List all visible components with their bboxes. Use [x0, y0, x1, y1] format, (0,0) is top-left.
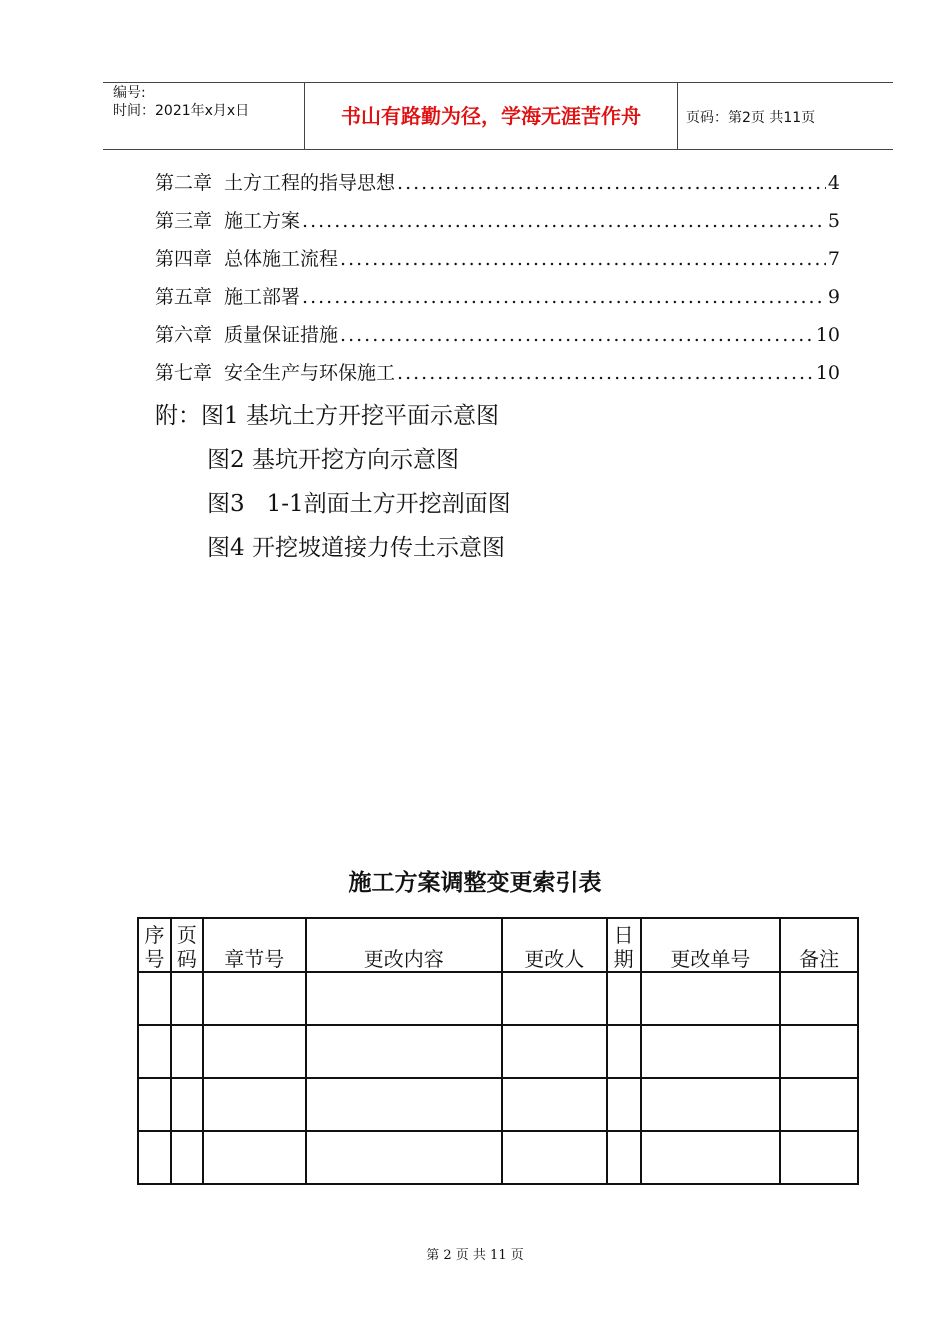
table-cell[interactable] — [641, 1078, 781, 1131]
table-row — [138, 1025, 858, 1078]
toc-chapter-title: 总体施工流程 — [224, 248, 339, 270]
appendix-figure-title: 图3 1-1剖面土方开挖剖面图 — [207, 491, 511, 517]
table-cell[interactable] — [171, 972, 203, 1025]
toc-chapter-number: 第五章 — [155, 286, 213, 308]
table-cell[interactable] — [306, 1025, 502, 1078]
toc-leader-dots — [302, 210, 826, 232]
toc-chapter-title: 安全生产与环保施工 — [224, 362, 396, 384]
toc-entry[interactable] — [155, 320, 840, 358]
header-time-label: 时间：2021年x月x日 — [113, 103, 250, 119]
toc-entry[interactable] — [155, 244, 840, 282]
table-cell[interactable] — [607, 1025, 641, 1078]
toc-chapter-number: 第二章 — [155, 172, 213, 194]
toc-chapter-number: 第四章 — [155, 248, 213, 270]
toc-page-number: 9 — [827, 286, 840, 308]
table-of-contents — [155, 168, 840, 396]
column-header: 日期 — [607, 918, 641, 972]
table-cell[interactable] — [203, 1025, 306, 1078]
toc-chapter-title: 土方工程的指导思想 — [224, 172, 396, 194]
table-cell[interactable] — [138, 972, 171, 1025]
appendix-figure-item[interactable] — [155, 398, 511, 442]
table-cell[interactable] — [203, 1078, 306, 1131]
toc-chapter-number: 第七章 — [155, 362, 213, 384]
toc-chapter-title: 施工方案 — [224, 210, 301, 232]
column-header: 更改内容 — [306, 918, 502, 972]
toc-entry[interactable] — [155, 358, 840, 396]
table-row — [138, 1131, 858, 1184]
table-cell[interactable] — [171, 1131, 203, 1184]
appendix-figure-title: 图4 开挖坡道接力传土示意图 — [207, 535, 505, 561]
table-cell[interactable] — [502, 972, 607, 1025]
toc-leader-dots — [302, 286, 826, 308]
appendix-figure-list — [155, 398, 511, 574]
table-cell[interactable] — [607, 1131, 641, 1184]
table-cell[interactable] — [502, 1078, 607, 1131]
appendix-figure-title: 图2 基坑开挖方向示意图 — [207, 447, 459, 473]
table-cell[interactable] — [780, 972, 858, 1025]
appendix-figure-item[interactable] — [155, 530, 511, 574]
index-table-title: 施工方案调整变更索引表 — [348, 869, 602, 896]
appendix-figure-item[interactable] — [155, 442, 511, 486]
table-cell[interactable] — [138, 1131, 171, 1184]
toc-chapter-number: 第三章 — [155, 210, 213, 232]
column-header: 页码 — [171, 918, 203, 972]
toc-page-number: 7 — [827, 248, 840, 270]
table-cell[interactable] — [171, 1078, 203, 1131]
header-bottom-rule — [103, 149, 893, 150]
table-cell[interactable] — [641, 972, 781, 1025]
toc-entry[interactable] — [155, 206, 840, 244]
toc-page-number: 5 — [827, 210, 840, 232]
toc-leader-dots — [397, 362, 814, 384]
table-cell[interactable] — [171, 1025, 203, 1078]
toc-entry[interactable] — [155, 168, 840, 206]
table-cell[interactable] — [502, 1025, 607, 1078]
table-cell[interactable] — [780, 1131, 858, 1184]
column-header: 更改单号 — [641, 918, 781, 972]
table-cell[interactable] — [306, 972, 502, 1025]
table-cell[interactable] — [641, 1025, 781, 1078]
header-motto: 书山有路勤为径，学海无涯苦作舟 — [341, 104, 641, 128]
toc-page-number: 4 — [827, 172, 840, 194]
toc-chapter-number: 第六章 — [155, 324, 213, 346]
table-cell[interactable] — [138, 1025, 171, 1078]
toc-leader-dots — [340, 324, 814, 346]
table-cell[interactable] — [641, 1131, 781, 1184]
column-header: 备注 — [780, 918, 858, 972]
header-divider — [677, 82, 678, 150]
header-meta — [113, 84, 249, 120]
change-index-table — [137, 917, 859, 1185]
table-cell[interactable] — [780, 1078, 858, 1131]
table-cell[interactable] — [306, 1131, 502, 1184]
table-cell[interactable] — [502, 1131, 607, 1184]
table-row — [138, 1078, 858, 1131]
page-footer: 第 2 页 共 11 页 — [426, 1248, 524, 1263]
table-cell[interactable] — [607, 972, 641, 1025]
toc-chapter-title: 施工部署 — [224, 286, 301, 308]
table-cell[interactable] — [203, 972, 306, 1025]
table-cell[interactable] — [780, 1025, 858, 1078]
column-header: 序号 — [138, 918, 171, 972]
appendix-prefix: 附： — [155, 403, 201, 429]
table-cell[interactable] — [607, 1078, 641, 1131]
toc-leader-dots — [397, 172, 826, 194]
appendix-figure-title: 图1 基坑土方开挖平面示意图 — [201, 403, 499, 429]
table-cell[interactable] — [138, 1078, 171, 1131]
table-cell[interactable] — [306, 1078, 502, 1131]
table-cell[interactable] — [203, 1131, 306, 1184]
column-header: 章节号 — [203, 918, 306, 972]
toc-chapter-title: 质量保证措施 — [224, 324, 339, 346]
column-header: 更改人 — [502, 918, 607, 972]
header-top-rule — [103, 82, 893, 83]
header-code-label: 编号: — [113, 85, 146, 101]
toc-leader-dots — [340, 248, 826, 270]
appendix-figure-item[interactable] — [155, 486, 511, 530]
toc-page-number: 10 — [815, 362, 840, 384]
table-row — [138, 972, 858, 1025]
toc-entry[interactable] — [155, 282, 840, 320]
header-page-label: 页码：第2页 共11页 — [686, 110, 816, 126]
toc-page-number: 10 — [815, 324, 840, 346]
table-header-row — [138, 918, 858, 972]
